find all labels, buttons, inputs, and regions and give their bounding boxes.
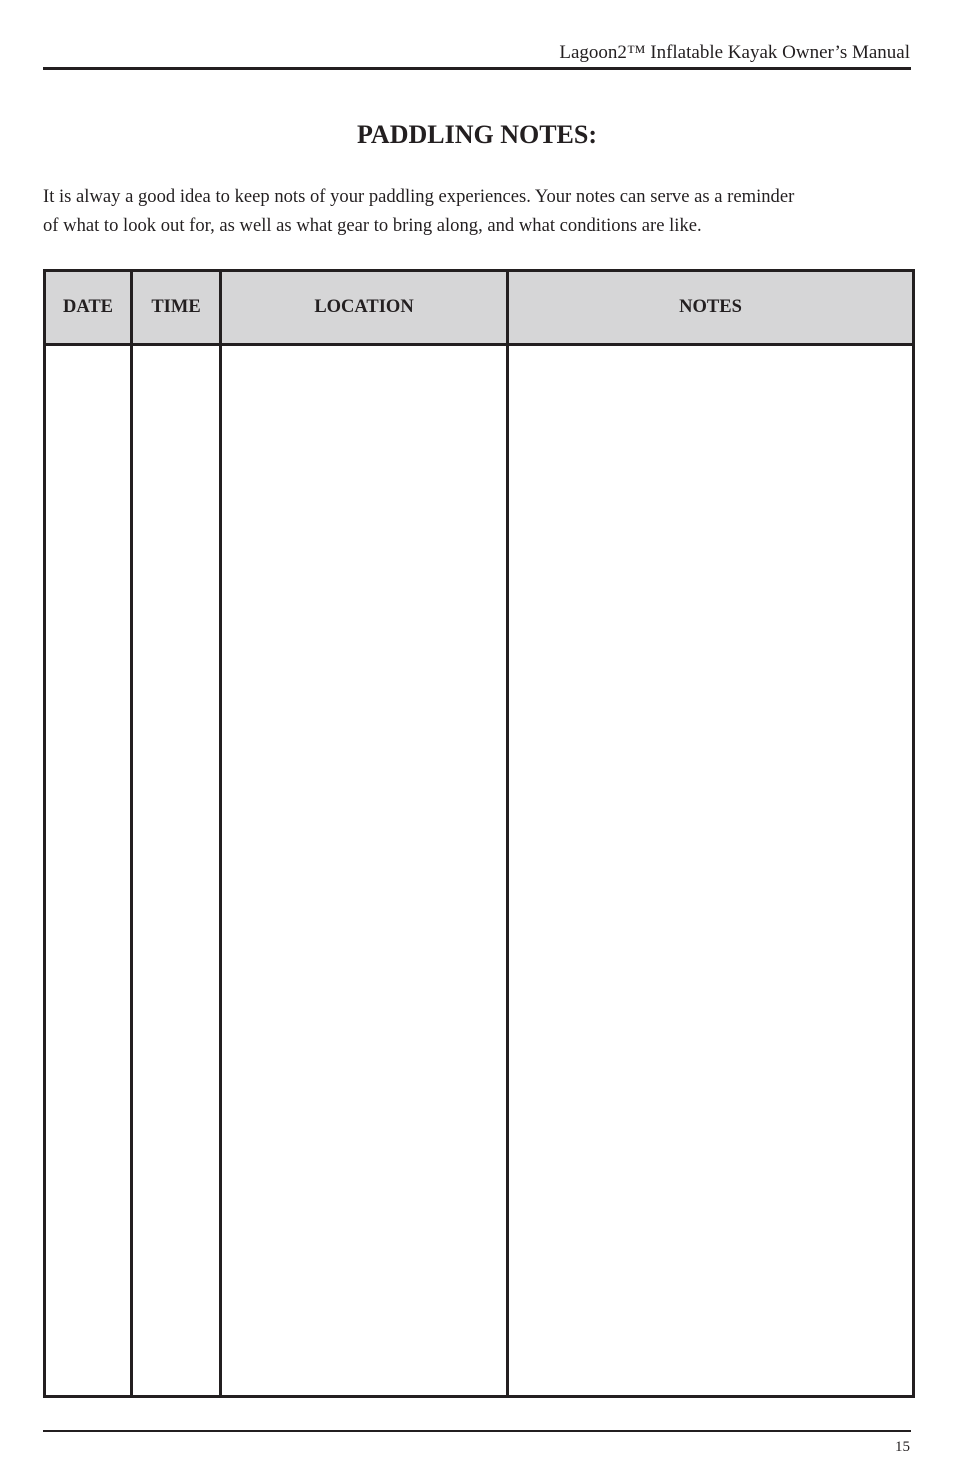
table-row — [45, 345, 914, 1397]
time-cell[interactable] — [132, 345, 221, 1397]
footer-divider — [43, 1430, 911, 1432]
paddling-log-table — [43, 269, 915, 1398]
intro-line-2: of what to look out for, as well as what gear to bring along, and what conditions are like. — [43, 215, 702, 236]
page-number: 15 — [895, 1439, 910, 1455]
intro-line-1: It is alway a good idea to keep nots of your paddling experiences. Your notes can serve as a reminder — [43, 186, 795, 207]
column-header-time: TIME — [132, 271, 221, 345]
table-header-row — [45, 271, 914, 345]
running-header: Lagoon2™ Inflatable Kayak Owner’s Manual — [559, 42, 910, 63]
header-divider — [43, 67, 911, 70]
location-cell[interactable] — [221, 345, 508, 1397]
column-header-date: DATE — [45, 271, 132, 345]
notes-cell[interactable] — [508, 345, 914, 1397]
intro-paragraph — [43, 182, 923, 240]
date-cell[interactable] — [45, 345, 132, 1397]
column-header-notes: NOTES — [508, 271, 914, 345]
column-header-location: LOCATION — [221, 271, 508, 345]
page-title: PADDLING NOTES: — [356, 120, 598, 149]
